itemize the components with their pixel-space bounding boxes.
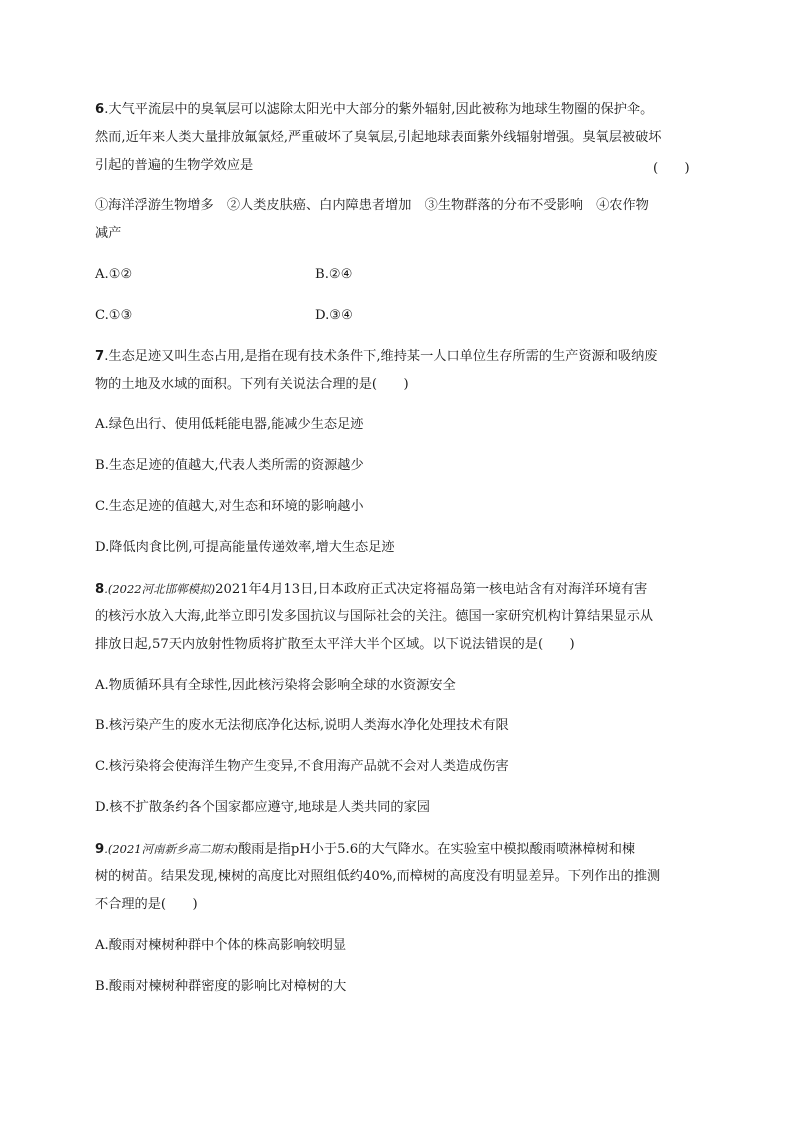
q7-number: 7: [95, 349, 105, 364]
q6-stem-line1: [95, 101, 653, 119]
q9-text-1: 酸雨是指pH小于5.6的大气降水。在实验室中模拟酸雨喷淋樟树和楝: [238, 842, 636, 857]
q9-option-a: A.酸雨对楝树种群中个体的株高影响较明显: [95, 938, 347, 953]
q8-stem-line2: 的核污水放入大海,此举立即引发多国抗议与国际社会的关注。德国一家研究机构计算结果显示从: [95, 609, 654, 624]
q8-number: 8: [95, 582, 105, 597]
q7-option-c: C.生态足迹的值越大,对生态和环境的影响越小: [95, 499, 364, 514]
q8-text-1: 2021年4月13日,日本政府正式决定将福岛第一核电站含有对海洋环境有害: [215, 582, 648, 597]
q8-stem-line3: 排放日起,57天内放射性物质将扩散至太平洋大半个区域。以下说法错误的是( ): [95, 637, 575, 652]
q6-option-d: D.③④: [315, 308, 353, 323]
q6-options-row2: [95, 307, 353, 325]
q9-option-b: B.酸雨对楝树种群密度的影响比对樟树的大: [95, 979, 347, 994]
q6-option-b: B.②④: [315, 267, 353, 282]
q6-number: 6: [95, 102, 105, 117]
q8-stem-line1: [95, 580, 647, 599]
q8-source: .(2022河北邯郸模拟): [104, 582, 216, 596]
q9-stem-line2: 树的树苗。结果发现,楝树的高度比对照组低约40%,而樟树的高度没有明显差异。下列作出的推测: [95, 869, 661, 884]
q7-text-1: .生态足迹又叫生态占用,是指在现有技术条件下,维持某一人口单位生存所需的生产资源和吸纳废: [104, 349, 658, 364]
q6-text-1: .大气平流层中的臭氧层可以滤除太阳光中大部分的紫外辐射,因此被称为地球生物圈的保护伞。: [104, 102, 654, 117]
q8-option-b: B.核污染产生的废水无法彻底净化达标,说明人类海水净化处理技术有限: [95, 718, 509, 733]
q7-option-a: A.绿色出行、使用低耗能电器,能减少生态足迹: [95, 417, 364, 432]
q6-answer-paren: ( ): [653, 161, 690, 176]
q6-options-row1: [95, 266, 353, 284]
q6-option-a: A.①②: [95, 267, 133, 282]
q6-items-line2: 减产: [95, 226, 122, 241]
q7-stem-line1: [95, 348, 657, 366]
q8-option-c: C.核污染将会使海洋生物产生变异,不食用海产品就不会对人类造成伤害: [95, 759, 509, 774]
q9-number: 9: [95, 842, 105, 857]
q7-stem-line2: 物的土地及水域的面积。下列有关说法合理的是( ): [95, 377, 409, 392]
q6-stem-line3: 引起的普遍的生物学效应是: [95, 158, 254, 173]
q9-stem-line1: [95, 840, 635, 859]
q8-option-a: A.物质循环具有全球性,因此核污染将会影响全球的水资源安全: [95, 678, 456, 693]
q8-option-d: D.核不扩散条约各个国家都应遵守,地球是人类共同的家园: [95, 800, 430, 815]
q9-stem-line3: 不合理的是( ): [95, 897, 198, 912]
q6-option-c: C.①③: [95, 308, 133, 323]
q7-option-d: D.降低肉食比例,可提高能量传递效率,增大生态足迹: [95, 540, 395, 555]
q9-source: .(2021河南新乡高二期末): [104, 842, 239, 856]
q6-stem-line2: 然而,近年来人类大量排放氟氯烃,严重破坏了臭氧层,引起地球表面紫外线辐射增强。臭氧层被破坏: [95, 130, 662, 145]
q6-items-line1: ①海洋浮游生物增多 ②人类皮肤癌、白内障患者增加 ③生物群落的分布不受影响 ④农作物: [95, 198, 649, 213]
q7-option-b: B.生态足迹的值越大,代表人类所需的资源越少: [95, 458, 364, 473]
